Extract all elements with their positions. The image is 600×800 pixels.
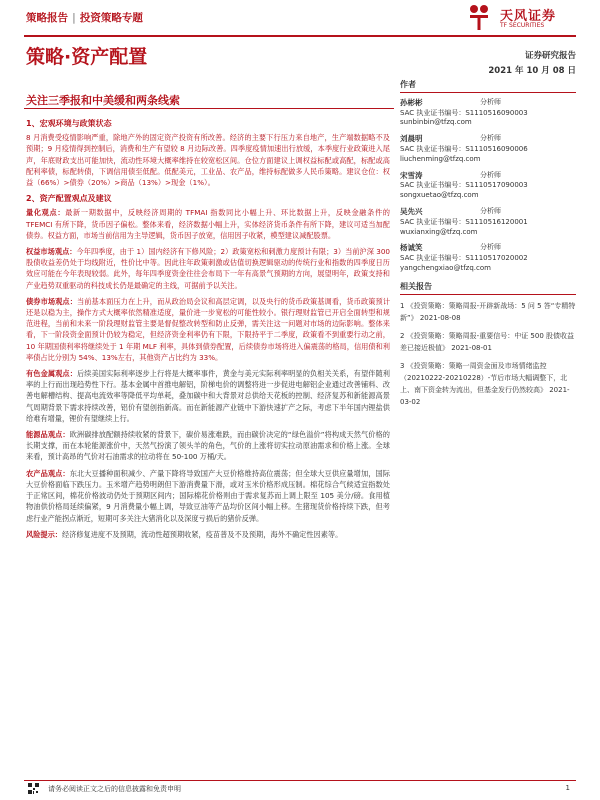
author-license: SAC 执业证书编号：S1110516090006 [400, 144, 528, 153]
company-logo [436, 2, 576, 36]
logo-mark-icon [464, 2, 494, 32]
report-subcategory: 投资策略专题 [79, 12, 143, 24]
author-email[interactable]: songxuetao@tfzq.com [400, 191, 479, 200]
header-divider [24, 35, 576, 37]
sidebar [400, 80, 576, 414]
section-heading-macro: 1、宏观环境与政策状态 [26, 119, 112, 128]
agri-paragraph [26, 468, 390, 524]
related-report-item[interactable]: 1 《投资策略：策略周报-开辟新战场：5 问 5 答“专精特新”》 2021-08-08 [400, 301, 576, 322]
equity-paragraph [26, 246, 390, 291]
footer-disclaimer: 请务必阅读正文之后的信息披露和免责申明 [48, 785, 181, 793]
metal-paragraph [26, 368, 390, 424]
main-content [26, 118, 390, 545]
agri-lead: 农产品观点： [26, 468, 70, 478]
author-email[interactable]: liuchenming@tfzq.com [400, 154, 481, 163]
author-card [400, 207, 576, 237]
page-title: 策略·资产配置 [26, 46, 148, 68]
metal-body: 后续美国实际利率逐步上行将是大概率事件，黄金与美元实际利率明显的负相关关系，有望伴随利率的上行而出现趋势性下行。基本金属中首推电解铝，阶梯电价的调整将进一步促进电解铝企业通过改善铺料、改善电解槽结构、提高电流效率等降低平均单耗，叠加碳中和大背景对总供给天花板的控制、经济复苏和新能源高景气周期背景下需求持续改善，铝价有望创指新高。而在新能源产业链中下游快速扩产之际，考虑下半年国内锂盐供给难有增量，锂价有望继续上行。 [26, 369, 390, 423]
page-number: 1 [565, 784, 570, 792]
metal-lead: 有色金属观点： [26, 369, 77, 379]
subtitle-divider [24, 108, 394, 109]
author-card [400, 171, 576, 201]
author-card [400, 243, 576, 273]
energy-paragraph [26, 429, 390, 463]
risk-lead: 风险提示： [26, 529, 62, 539]
report-subtitle: 关注三季报和中美缓和两条线索 [26, 94, 180, 107]
author-email[interactable]: yangchengxiao@tfzq.com [400, 263, 491, 272]
author-name: 宋雪涛 [400, 170, 423, 180]
risk-paragraph [26, 529, 390, 540]
energy-lead: 能源品观点： [26, 430, 70, 440]
equity-body: 今年四季度，由于 1）国内经济有下修风险；2）政策宽松和刺激力度预计有限；3）当前沪深 300 股债收益差仍处于均线附近，性价比中等。因此往年政策刺激或估值切换逻辑驱动的传统行业和指数的四季度日历效应可能在今年表现较弱。此外，每年四季度资金往往会布局下一年有高景气预期的方向，展望明年，政策支持和产业趋势双重驱动的科技成长仍是最确定的主线，可据前予以关注。 [26, 247, 390, 290]
author-role: 分析师 [480, 97, 501, 106]
bond-lead: 债券市场观点： [26, 296, 77, 306]
related-reports [400, 282, 576, 408]
reports-heading: 相关报告 [400, 282, 576, 295]
quant-lead: 量化观点： [26, 208, 66, 218]
agri-body: 东北大豆播种面积减少、产量下降将导致国产大豆价格维持高位震荡；但全球大豆供应量增加，国际大豆价格面临下跌压力。玉米增产趋势明朗但下游消费量下滑，或对玉米价格形成压制。棉花综合气候适宜指数处于正常区间，棉花价格波动仍处于预期区间内；国际棉花价格则由于需求复苏而上调上限至 105 美分/磅。食用植物油供价格局延续偏紧，9 月消费量小幅上调，导致豆油等产品均价区间小幅上移。生猪现货价格持续下跌，但考虑行业产能拐点渐近，短期可多关注大猪消化以及深度亏损后的猪价反弹。 [26, 468, 390, 523]
equity-lead: 权益市场观点： [26, 247, 77, 257]
footer-divider [24, 780, 576, 781]
report-category: 策略报告 [26, 12, 68, 24]
author-name: 吴先兴 [400, 206, 423, 216]
bond-body: 当前基本面压力在上升，而从政治局会议和高层定调，以及央行的货币政策基调看，货币政策预计还是以稳为主，操作方式大概率依然精准适度，量价进一步宽松的可能性较小。银行理财监管已开启全面转型和规范进程，当前和未来一阶段理财监管主要是督促整改转型和防止反弹，需关注这一问题对市场的边际影响。整体来看，下一阶段资金面预计仍较为稳定，但经济资金利率仍有下限，下限持平于二季度，政策看不到重要行动之前，10 年期国债利率将继续处于 1 年期 MLF 利率，具体到债券配置，后续债券市场将进入偏震荡的格局，信用债和利率债占比分别为 54%、13%左右，其他资产占比约为 33%。 [26, 296, 390, 362]
macro-paragraph: 8 月消费受疫情影响严重，除地产外的固定资产投资有所改善。经济的主要下行压力来自地产，生产端数据略不及预期；9 月疫情得到控制后，消费和生产有望较 8 月边际改善。四季度疫情加速出行放缓，本季度行业政策进入尾声，年底财政支出可能加快，流动性环境大概率维持在较宽松区间。仓位方面建议上调权益标配或高配，标配或高配利率债，标配转债，下调信用债至低配。低配美元，工业品、农产品，维持标配做多人民币策略。建议仓位：权益（66%）>债券（20%）>商品（13%）>现金（1%）。 [26, 133, 390, 188]
author-license: SAC 执业证书编号：S1110517090003 [400, 181, 528, 190]
category-separator: | [72, 12, 76, 24]
authors-heading: 作者 [400, 80, 576, 93]
brand-name: 天风证券 [500, 9, 557, 24]
author-card [400, 134, 576, 164]
report-category-bar [26, 10, 143, 25]
author-license: SAC 执业证书编号：S1110516120001 [400, 217, 528, 226]
author-role: 分析师 [480, 243, 501, 252]
report-type: 证券研究报告 [524, 51, 576, 61]
author-role: 分析师 [480, 134, 501, 143]
related-report-item[interactable]: 2 《投资策略：策略周报-重要信号：中证 500 股债收益差已接近极值》 2021-08-01 [400, 331, 575, 352]
quant-paragraph [26, 207, 390, 241]
qr-code-icon [28, 783, 39, 794]
author-email[interactable]: sunbinbin@tfzq.com [400, 118, 472, 127]
bond-paragraph [26, 296, 390, 363]
related-report-item[interactable]: 3 《投资策略：策略一周资金面及市场情绪监控（20210222-20210228）-节后市场大幅调整下，北上、南下资金转为流出，但基金发行仍然较高》 2021-03-02 [400, 361, 570, 406]
author-name: 刘晨明 [400, 134, 423, 144]
author-email[interactable]: wuxianxing@tfzq.com [400, 227, 478, 236]
risk-body: 经济修复进度不及预期，流动性超预期收紧，疫苗普及不及预期，海外不确定性因素等。 [61, 529, 343, 539]
brand-name-en: TF SECURITIES [500, 22, 545, 29]
author-card [400, 98, 576, 128]
report-date: 2021 年 10 月 08 日 [488, 66, 576, 76]
quant-body: 最新一期数据中，反映经济周期的 TFMAI 指数同比小幅上升、环比数据上升，反映金融条件的 TFEMCI 有所下降，货币因子偏松。整体来看，经济数据小幅上升，实体经济货币条件有所下降，建议可适当加配债券。权益方面，市场当前信用为主导逻辑，货币因子放宽，信用因子收紧，模型建议减配股票。 [26, 208, 390, 240]
author-role: 分析师 [480, 170, 501, 179]
energy-body: 欧洲碳排放配额持续收紧的背景下，碳价易涨难跌，而由碳价决定的“绿色溢价”将构成天然气价格的长期支撑，而在本轮能源涨价中，天然气扮演了领头羊的角色，气价的上涨将切实拉动原油需求和价格上涨。全球来看，预计高昂的气价对石油需求的拉动将在 50-100 万桶/天。 [26, 430, 390, 462]
author-license: SAC 执业证书编号：S1110517020002 [400, 254, 528, 263]
author-license: SAC 执业证书编号：S1110516090003 [400, 108, 528, 117]
author-role: 分析师 [480, 206, 501, 215]
author-name: 杨诚笑 [400, 243, 423, 253]
section-heading-allocation: 2、资产配置观点及建议 [26, 194, 112, 204]
author-name: 孙彬彬 [400, 97, 423, 107]
